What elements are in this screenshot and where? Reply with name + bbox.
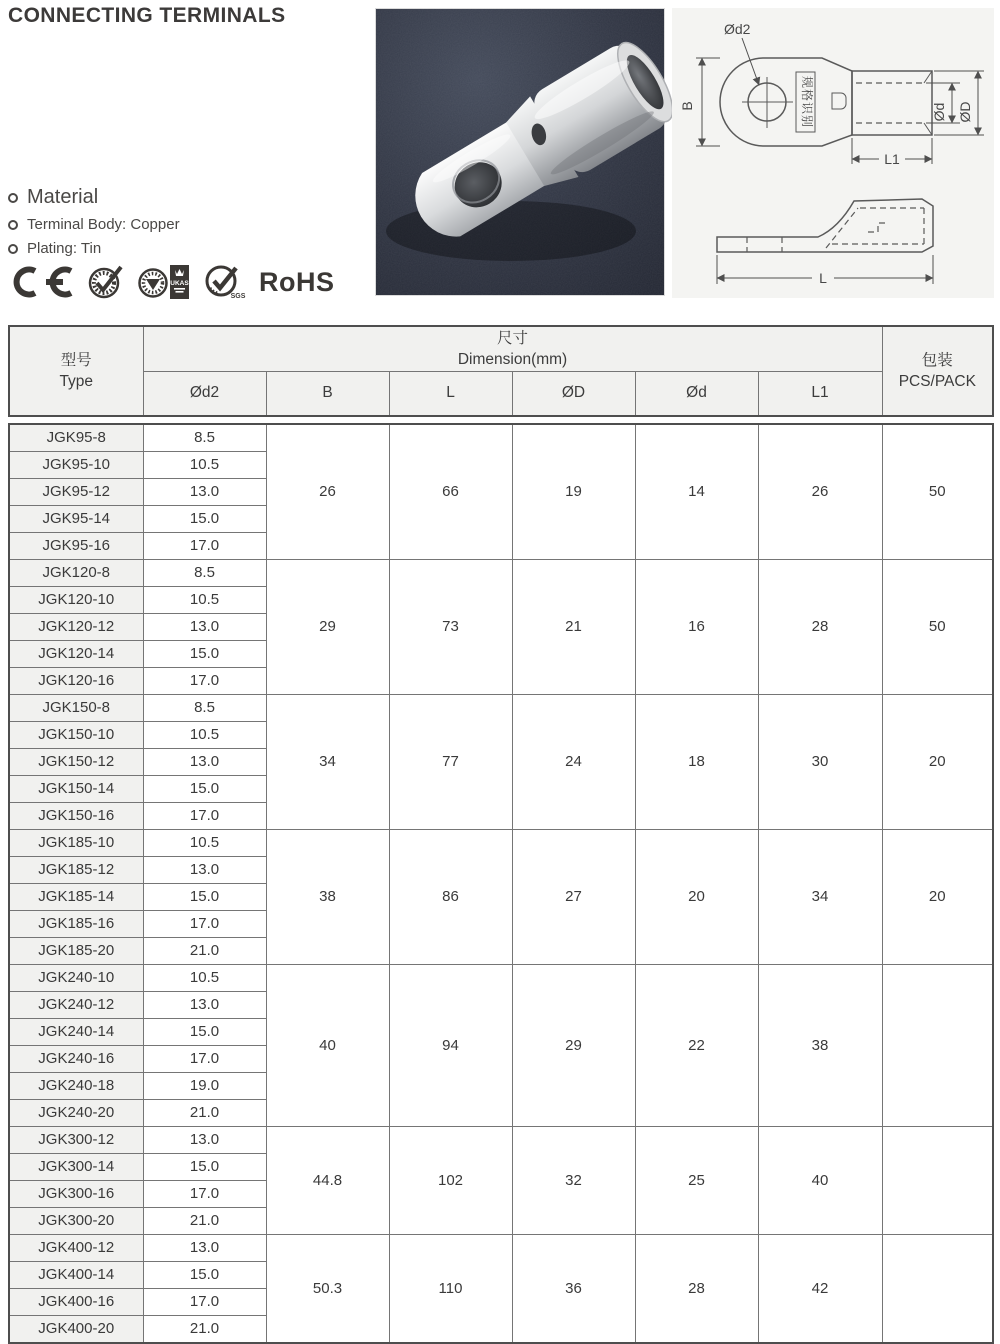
material-section <box>8 186 180 264</box>
table-row <box>9 964 993 991</box>
d2-cell: 13.0 <box>143 613 266 640</box>
type-cell: JGK95-16 <box>9 532 143 559</box>
d2-cell: 10.5 <box>143 451 266 478</box>
svg-text:SGS: SGS <box>230 293 246 300</box>
od-outer-cell: 24 <box>512 694 635 829</box>
d2-cell: 13.0 <box>143 748 266 775</box>
type-cell: JGK120-16 <box>9 667 143 694</box>
d2-cell: 17.0 <box>143 910 266 937</box>
d2-cell: 13.0 <box>143 1126 266 1153</box>
drawing-top-view <box>672 8 994 186</box>
d2-cell: 17.0 <box>143 1180 266 1207</box>
d2-cell: 15.0 <box>143 1018 266 1045</box>
d2-cell: 17.0 <box>143 667 266 694</box>
table-row <box>9 694 993 721</box>
od-inner-cell: 14 <box>635 424 758 560</box>
type-cell: JGK240-14 <box>9 1018 143 1045</box>
od-inner-cell: 28 <box>635 1234 758 1343</box>
type-cell: JGK120-10 <box>9 586 143 613</box>
type-cell: JGK300-20 <box>9 1207 143 1234</box>
d2-cell: 10.5 <box>143 721 266 748</box>
header-col-l1: L1 <box>758 372 882 416</box>
table-row <box>9 1234 993 1261</box>
l-cell: 86 <box>389 829 512 964</box>
dimension-b-label: B <box>679 101 695 111</box>
b-cell: 50.3 <box>266 1234 389 1343</box>
l1-cell: 34 <box>758 829 882 964</box>
sgs-cert-icon <box>204 264 246 300</box>
d2-cell: 8.5 <box>143 559 266 586</box>
d2-cell: 13.0 <box>143 478 266 505</box>
certification-row <box>7 264 335 300</box>
table-row <box>9 559 993 586</box>
type-cell: JGK185-12 <box>9 856 143 883</box>
bullet-ring-icon <box>8 193 18 203</box>
od-inner-cell: 25 <box>635 1126 758 1234</box>
pack-cell <box>882 964 993 1126</box>
b-cell: 40 <box>266 964 389 1126</box>
od-inner-cell: 20 <box>635 829 758 964</box>
d2-cell: 13.0 <box>143 991 266 1018</box>
svg-text:UKAS: UKAS <box>170 280 189 287</box>
b-cell: 44.8 <box>266 1126 389 1234</box>
table-row <box>9 829 993 856</box>
l1-cell: 28 <box>758 559 882 694</box>
l-cell: 73 <box>389 559 512 694</box>
type-cell: JGK150-12 <box>9 748 143 775</box>
material-item-plating: Plating: Tin <box>27 240 102 257</box>
od-outer-cell: 19 <box>512 424 635 560</box>
type-cell: JGK185-10 <box>9 829 143 856</box>
type-cell: JGK185-20 <box>9 937 143 964</box>
l1-cell: 30 <box>758 694 882 829</box>
spec-table-header <box>8 325 994 417</box>
od-inner-cell: 16 <box>635 559 758 694</box>
type-cell: JGK120-8 <box>9 559 143 586</box>
d2-cell: 19.0 <box>143 1072 266 1099</box>
material-heading: Material <box>27 186 99 208</box>
d2-cell: 8.5 <box>143 424 266 452</box>
spec-mark-label: 规格识别 <box>799 75 814 129</box>
d2-cell: 8.5 <box>143 694 266 721</box>
header-col-od: ØD <box>512 372 635 416</box>
od-outer-cell: 21 <box>512 559 635 694</box>
d2-cell: 21.0 <box>143 1099 266 1126</box>
header-type: 型号 Type <box>9 326 143 416</box>
b-cell: 26 <box>266 424 389 560</box>
b-cell: 38 <box>266 829 389 964</box>
table-row <box>9 1126 993 1153</box>
type-cell: JGK400-12 <box>9 1234 143 1261</box>
terminal-lug-photo-illustration <box>376 9 664 295</box>
pack-cell: 20 <box>882 829 993 964</box>
type-cell: JGK300-14 <box>9 1153 143 1180</box>
d2-cell: 15.0 <box>143 775 266 802</box>
l-cell: 77 <box>389 694 512 829</box>
dimension-d-inner-label: Ød <box>931 102 947 122</box>
header-col-l: L <box>389 372 512 416</box>
l-cell: 66 <box>389 424 512 560</box>
d2-cell: 15.0 <box>143 640 266 667</box>
type-cell: JGK150-14 <box>9 775 143 802</box>
l-cell: 94 <box>389 964 512 1126</box>
od-inner-cell: 22 <box>635 964 758 1126</box>
od-outer-cell: 27 <box>512 829 635 964</box>
type-cell: JGK400-20 <box>9 1315 143 1343</box>
type-cell: JGK300-16 <box>9 1180 143 1207</box>
d2-cell: 13.0 <box>143 1234 266 1261</box>
type-cell: JGK120-12 <box>9 613 143 640</box>
dimension-l-label: L <box>819 270 827 286</box>
d2-cell: 13.0 <box>143 856 266 883</box>
dimension-d2-label: Ød2 <box>724 21 751 37</box>
d2-cell: 10.5 <box>143 586 266 613</box>
rohs-label: RoHS <box>259 266 335 297</box>
d2-cell: 15.0 <box>143 1153 266 1180</box>
type-cell: JGK150-16 <box>9 802 143 829</box>
type-cell: JGK120-14 <box>9 640 143 667</box>
type-cell: JGK400-14 <box>9 1261 143 1288</box>
type-cell: JGK240-16 <box>9 1045 143 1072</box>
table-row <box>9 424 993 452</box>
technical-drawing-panel <box>672 8 994 298</box>
l1-cell: 42 <box>758 1234 882 1343</box>
d2-cell: 15.0 <box>143 1261 266 1288</box>
bullet-ring-icon <box>8 220 18 230</box>
pack-cell: 50 <box>882 559 993 694</box>
od-inner-cell: 18 <box>635 694 758 829</box>
l1-cell: 40 <box>758 1126 882 1234</box>
material-item-body: Terminal Body: Copper <box>27 216 180 233</box>
d2-cell: 17.0 <box>143 1288 266 1315</box>
dimension-l1-label: L1 <box>884 151 900 167</box>
od-outer-cell: 36 <box>512 1234 635 1343</box>
header-col-b: B <box>266 372 389 416</box>
b-cell: 34 <box>266 694 389 829</box>
d2-cell: 17.0 <box>143 802 266 829</box>
spec-table-body-table <box>8 423 994 1344</box>
type-cell: JGK400-16 <box>9 1288 143 1315</box>
header-col-d2: Ød2 <box>143 372 266 416</box>
type-cell: JGK95-8 <box>9 424 143 452</box>
type-cell: JGK150-8 <box>9 694 143 721</box>
type-cell: JGK240-12 <box>9 991 143 1018</box>
bullet-ring-icon <box>8 244 18 254</box>
dimension-d-outer-label: ØD <box>957 101 973 123</box>
d2-cell: 21.0 <box>143 1315 266 1343</box>
b-cell: 29 <box>266 559 389 694</box>
d2-cell: 21.0 <box>143 1207 266 1234</box>
od-outer-cell: 29 <box>512 964 635 1126</box>
type-cell: JGK240-10 <box>9 964 143 991</box>
l-cell: 102 <box>389 1126 512 1234</box>
spec-table-body <box>9 424 993 1343</box>
type-cell: JGK150-10 <box>9 721 143 748</box>
l1-cell: 38 <box>758 964 882 1126</box>
spec-table <box>8 325 992 1344</box>
pack-cell: 50 <box>882 424 993 560</box>
od-outer-cell: 32 <box>512 1126 635 1234</box>
d2-cell: 10.5 <box>143 829 266 856</box>
ce-mark-icon <box>7 266 75 298</box>
type-cell: JGK185-14 <box>9 883 143 910</box>
type-cell: JGK95-12 <box>9 478 143 505</box>
type-cell: JGK185-16 <box>9 910 143 937</box>
page-title: CONNECTING TERMINALS <box>8 4 286 27</box>
l1-cell: 26 <box>758 424 882 560</box>
header-dimension: 尺寸 Dimension(mm) <box>143 326 882 372</box>
type-cell: JGK240-18 <box>9 1072 143 1099</box>
type-cell: JGK95-10 <box>9 451 143 478</box>
d2-cell: 15.0 <box>143 883 266 910</box>
pack-cell: 20 <box>882 694 993 829</box>
d2-cell: 15.0 <box>143 505 266 532</box>
header-col-d: Ød <box>635 372 758 416</box>
d2-cell: 17.0 <box>143 532 266 559</box>
iso-ukas-icon <box>137 264 191 300</box>
d2-cell: 10.5 <box>143 964 266 991</box>
pack-cell <box>882 1126 993 1234</box>
d2-cell: 21.0 <box>143 937 266 964</box>
product-photo <box>375 8 665 296</box>
type-cell: JGK95-14 <box>9 505 143 532</box>
type-cell: JGK240-20 <box>9 1099 143 1126</box>
d2-cell: 17.0 <box>143 1045 266 1072</box>
type-cell: JGK300-12 <box>9 1126 143 1153</box>
header-pack: 包装 PCS/PACK <box>882 326 993 416</box>
quality-cert-check-icon <box>88 265 124 299</box>
drawing-side-view <box>672 186 994 298</box>
l-cell: 110 <box>389 1234 512 1343</box>
pack-cell <box>882 1234 993 1343</box>
